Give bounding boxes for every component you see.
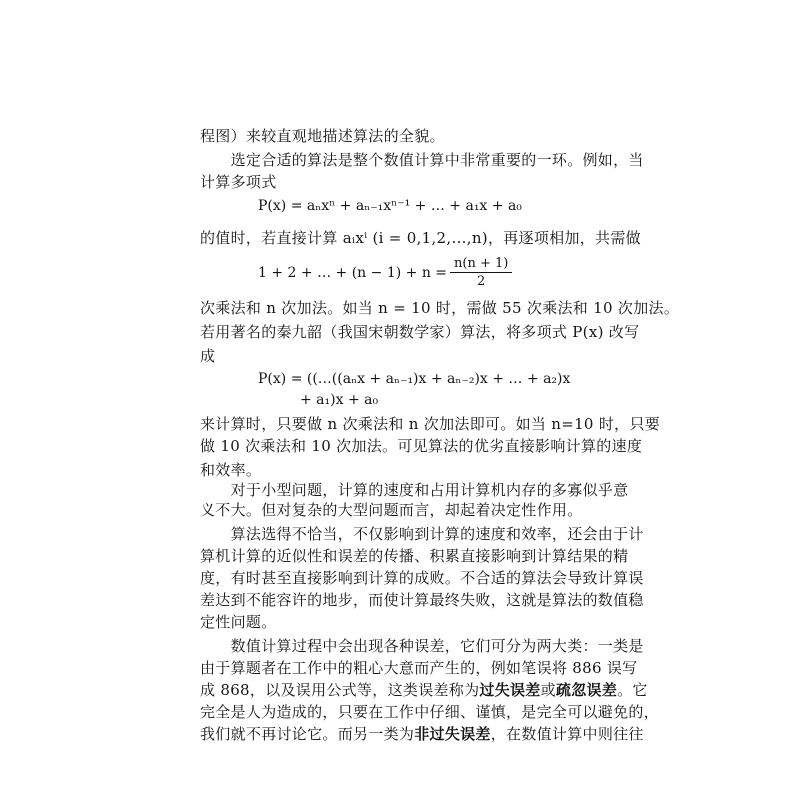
equation-sum-lhs: 1 + 2 + … + (n − 1) + n = bbox=[258, 265, 448, 281]
text-line: 来计算时，只要做 n 次乘法和 n 次加法即可。如当 n=10 时，只要 bbox=[200, 415, 661, 433]
text-line: 次乘法和 n 次加法。如当 n = 10 时，需做 55 次乘法和 10 次加法。 bbox=[200, 299, 680, 317]
text-line: 选定合适的算法是整个数值计算中非常重要的一环。例如，当 bbox=[200, 151, 644, 169]
text-line: 程图）来较直观地描述算法的全貌。 bbox=[200, 127, 445, 145]
text-line: 定性问题。 bbox=[200, 613, 277, 631]
text-line: 算法选得不恰当，不仅影响到计算的速度和效率，还会由于计 bbox=[200, 525, 644, 543]
text-line: 由于算题者在工作中的粗心大意而产生的，例如笔误将 886 误写 bbox=[200, 659, 638, 677]
equation-horner-line2: + a₁)x + a₀ bbox=[300, 392, 379, 408]
text-line: 度，有时甚至直接影响到计算的成败。不合适的算法会导致计算误 bbox=[200, 569, 644, 587]
text-line: 和效率。 bbox=[200, 461, 262, 479]
equation-polynomial: P(x) = aₙxⁿ + aₙ₋₁xⁿ⁻¹ + … + a₁x + a₀ bbox=[258, 198, 522, 214]
text-line: 差达到不能容许的地步，而使计算最终失败，这就是算法的数值稳 bbox=[200, 591, 644, 609]
text-line: 计算多项式 bbox=[200, 173, 277, 191]
text-line: 若用著名的秦九韶（我国宋朝数学家）算法，将多项式 P(x) 改写 bbox=[200, 323, 640, 341]
text-line: 成 bbox=[200, 347, 216, 365]
text-line: 的值时，若直接计算 aᵢxⁱ (i = 0,1,2,…,n)，再逐项相加，共需做 bbox=[200, 229, 641, 247]
text-line: 数值计算过程中会出现各种误差，它们可分为两大类：一类是 bbox=[200, 637, 644, 655]
equation-sum-fraction bbox=[450, 256, 512, 289]
text-line: 做 10 次乘法和 10 次加法。可见算法的优劣直接影响计算的速度 bbox=[200, 437, 643, 455]
text-line: 对于小型问题，计算的速度和占用计算机内存的多寡似乎意 bbox=[200, 481, 629, 499]
equation-horner-line1: P(x) = ((…((aₙx + aₙ₋₁)x + aₙ₋₂)x + … + a₂)x bbox=[258, 371, 571, 387]
fraction-numerator: n(n + 1) bbox=[450, 256, 512, 273]
text-line: 我们就不再讨论它。而另一类为非过失误差，在数值计算中则往往 bbox=[200, 725, 644, 743]
text-line: 算机计算的近似性和误差的传播、积累直接影响到计算结果的精 bbox=[200, 547, 629, 565]
text-line: 成 868，以及误用公式等，这类误差称为过失误差或疏忽误差。它 bbox=[200, 681, 648, 699]
text-line: 完全是人为造成的，只要在工作中仔细、谨慎，是完全可以避免的， bbox=[200, 703, 660, 721]
text-line: 义不大。但对复杂的大型问题而言，却起着决定性作用。 bbox=[200, 501, 583, 519]
fraction-denominator: 2 bbox=[477, 274, 486, 289]
